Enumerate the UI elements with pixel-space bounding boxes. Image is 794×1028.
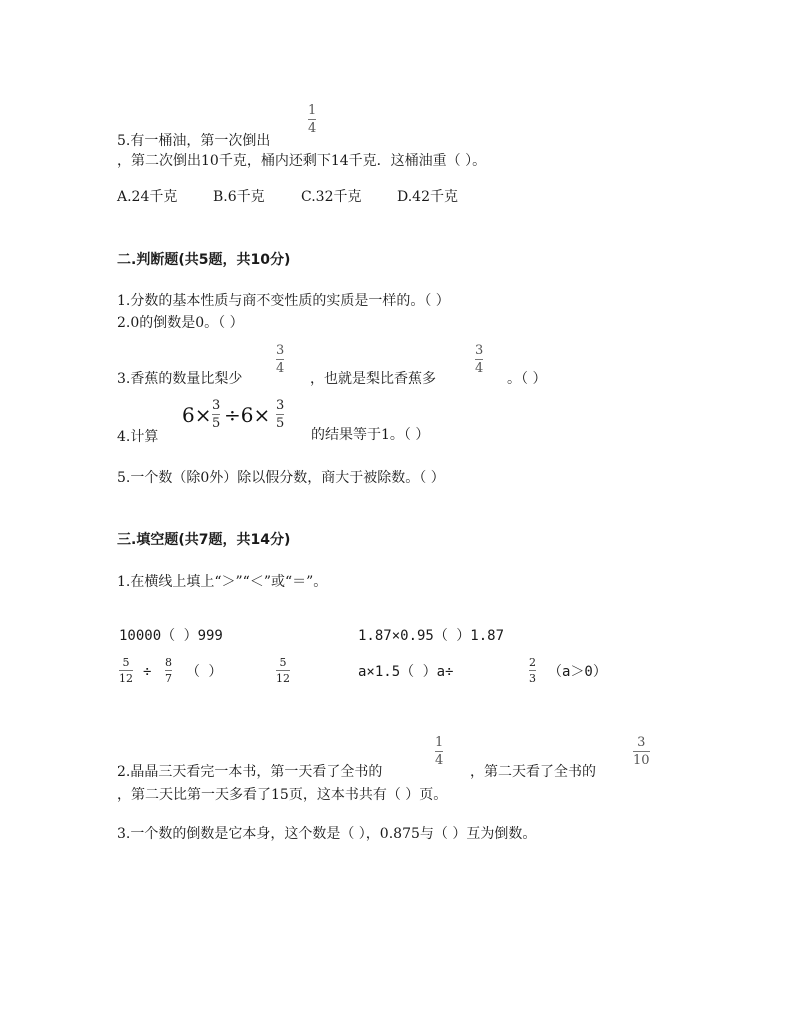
fraction-bar — [529, 670, 536, 671]
fraction-denominator: 12 — [119, 672, 133, 685]
fraction-numerator: 3 — [475, 343, 484, 358]
fraction-numerator: 8 — [165, 656, 172, 669]
fraction — [165, 657, 172, 684]
math-expression: ÷6× — [224, 403, 271, 427]
question-text: 1.在横线上填上“＞”“＜”或“＝”。 — [117, 574, 328, 590]
fraction-denominator: 4 — [276, 361, 285, 376]
question-text: 4.计算 — [117, 429, 159, 445]
question-text: ，第二次倒出10千克，桶内还剩下14千克．这桶油重（ ）。 — [117, 153, 487, 169]
fraction-bar — [435, 751, 443, 752]
question-text: 2.晶晶三天看完一本书，第一天看了全书的 — [117, 764, 383, 780]
fraction-bar — [276, 414, 284, 415]
fraction — [529, 657, 536, 684]
option-b: B.6千克 — [213, 189, 265, 205]
fraction — [212, 399, 220, 430]
fraction — [435, 736, 443, 767]
question-text: 5.有一桶油，第一次倒出 — [117, 133, 271, 149]
option-a: A.24千克 — [117, 189, 178, 205]
question-text: ，也就是梨比香蕉多 — [310, 371, 436, 387]
section-heading: 三.填空题(共7题，共14分) — [117, 532, 291, 548]
fraction — [276, 657, 290, 684]
fraction-numerator: 3 — [637, 735, 646, 750]
fraction-numerator: 3 — [276, 343, 285, 358]
option-c: C.32千克 — [301, 189, 362, 205]
fraction-denominator: 5 — [212, 416, 221, 431]
fraction — [119, 657, 133, 684]
fraction — [633, 736, 650, 767]
fraction-bar — [276, 670, 290, 671]
fraction-numerator: 3 — [212, 398, 221, 413]
fraction-numerator: 5 — [279, 656, 287, 669]
question-text: 的结果等于1。（ ） — [311, 427, 430, 443]
math-expression: 6× — [182, 403, 212, 427]
fraction-numerator: 3 — [276, 398, 285, 413]
math-operator: ÷ — [143, 664, 152, 680]
fraction-numerator: 1 — [308, 103, 317, 118]
question-text: 1.分数的基本性质与商不变性质的实质是一样的。（ ） — [117, 293, 450, 309]
fraction-denominator: 5 — [276, 416, 285, 431]
question-text: 5.一个数（除0外）除以假分数，商大于被除数。（ ） — [117, 470, 445, 486]
fraction — [276, 399, 284, 430]
question-text: ，第二天比第一天多看了15页，这本书共有（ ）页。 — [117, 787, 448, 803]
question-text: 2.0的倒数是0。（ ） — [117, 315, 244, 331]
fraction — [308, 104, 316, 135]
question-text: ，第二天看了全书的 — [470, 764, 596, 780]
fraction-denominator: 12 — [276, 672, 290, 685]
fraction-numerator: 5 — [122, 656, 130, 669]
question-text: 。（ ） — [507, 371, 547, 387]
comparison-item: 1.87×0.95（ ）1.87 — [358, 628, 505, 644]
section-heading: 二.判断题(共5题，共10分) — [117, 252, 291, 268]
option-d: D.42千克 — [397, 189, 458, 205]
comparison-item: a×1.5（ ）a÷ — [358, 664, 454, 680]
fraction-numerator: 2 — [529, 656, 536, 669]
fraction-denominator: 4 — [475, 361, 484, 376]
fraction-denominator: 7 — [165, 672, 172, 685]
fraction-bar — [475, 359, 483, 360]
fraction-bar — [165, 670, 172, 671]
fraction-bar — [276, 359, 284, 360]
fraction-denominator: 4 — [308, 121, 317, 136]
question-text: 3.香蕉的数量比梨少 — [117, 371, 243, 387]
comparison-blank: （ ） — [186, 664, 223, 680]
fraction-bar — [308, 119, 316, 120]
fraction-numerator: 1 — [435, 735, 444, 750]
comparison-condition: （a＞0） — [548, 664, 607, 680]
fraction-bar — [212, 414, 220, 415]
fraction — [276, 344, 284, 375]
fraction-denominator: 4 — [435, 753, 444, 768]
fraction — [475, 344, 483, 375]
fraction-bar — [119, 670, 133, 671]
fraction-denominator: 10 — [633, 753, 650, 768]
fraction-denominator: 3 — [529, 672, 536, 685]
question-text: 3.一个数的倒数是它本身，这个数是（ ），0.875与（ ）互为倒数。 — [117, 826, 537, 842]
fraction-bar — [633, 751, 650, 752]
comparison-item: 10000（ ）999 — [119, 628, 223, 644]
